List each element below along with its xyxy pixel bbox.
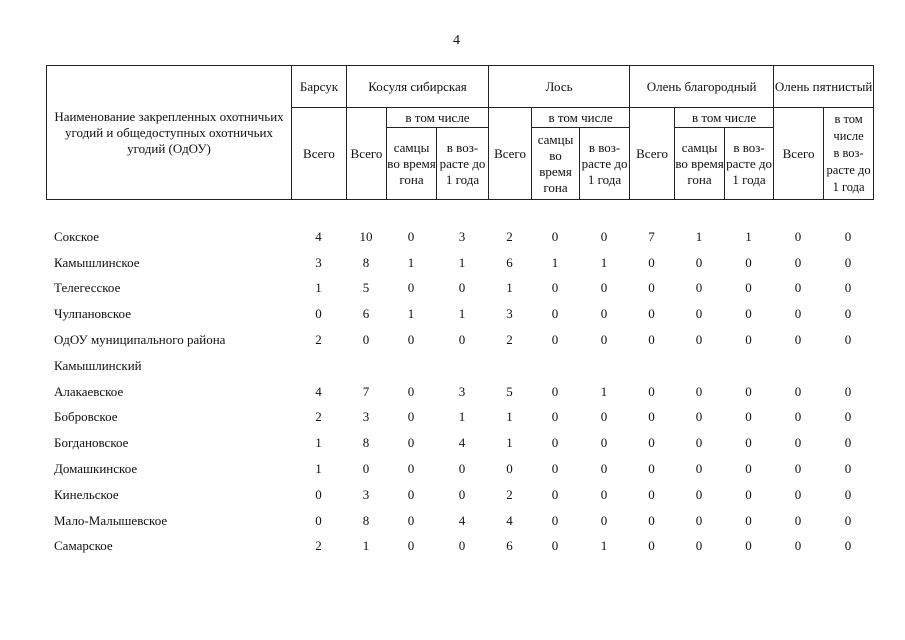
cell-value: 8 [362,435,370,451]
header-olen-pyat-v-tom-chisle [824,108,874,200]
cell-value: 0 [407,228,415,244]
cell-value: 1 [315,461,322,477]
cell-value: 0 [695,461,703,477]
row-name: Чулпановское [54,306,131,322]
page-number: 4 [453,33,460,48]
cell-value: 0 [600,280,608,296]
row-name: Телегесское [54,280,121,296]
cell-value: 0 [600,409,608,425]
cell-value: 0 [648,332,655,348]
cell-value: 0 [551,461,559,477]
cell-value: 2 [506,332,513,348]
cell-value: 0 [745,409,752,425]
header-kosulya-vozrast: в воз-расте до 1 года [437,128,489,200]
cell-value: 0 [315,486,322,502]
cell-value: 1 [695,228,703,244]
cell-value: 0 [745,383,752,399]
cell-value: 0 [648,435,655,451]
cell-value: 0 [458,538,466,554]
header-los: Лось [489,66,630,108]
cell-value: 0 [362,461,370,477]
header-los-samtsy: самцы во время гона [532,128,580,200]
cell-value: 0 [551,486,559,502]
cell-value: 0 [844,512,852,528]
cell-value: 0 [794,435,802,451]
cell-value: 0 [794,486,802,502]
cell-value: 0 [407,409,415,425]
cell-value [674,353,724,379]
table-row [46,353,873,379]
cell-value: 0 [844,254,852,270]
cell-value: 3 [315,254,322,270]
cell-value: 1 [407,254,415,270]
row-name: Камышлинское [54,254,140,270]
cell-value: 0 [745,486,752,502]
header-los-v-tom-chisle: в том числе [532,108,630,128]
cell-value: 2 [506,228,513,244]
cell-value [346,353,386,379]
cell-value: 0 [844,280,852,296]
header-olen-pyat-vozrast: в воз-расте до 1 года [826,146,871,194]
table-row [46,534,873,560]
cell-value: 1 [506,280,513,296]
header-kosulya-vsego: Всего [347,108,387,200]
cell-value: 0 [600,435,608,451]
cell-value: 3 [362,486,370,502]
row-name: Сокское [54,228,100,244]
cell-value: 0 [648,254,655,270]
table-row [46,508,873,534]
cell-value: 0 [551,306,559,322]
cell-value: 4 [458,512,466,528]
cell-value [436,353,488,379]
cell-value: 4 [506,512,513,528]
cell-value: 0 [551,538,559,554]
cell-value: 0 [844,486,852,502]
cell-value: 1 [315,435,322,451]
cell-value: 1 [458,306,466,322]
cell-value: 0 [695,280,703,296]
cell-value: 0 [745,461,752,477]
cell-value: 0 [551,435,559,451]
cell-value: 0 [844,332,852,348]
cell-value: 0 [648,461,655,477]
cell-value: 3 [458,383,466,399]
header-olen-bl-vozrast: в воз-расте до 1 года [725,128,774,200]
cell-value: 0 [794,332,802,348]
cell-value: 0 [745,538,752,554]
cell-value: 5 [506,383,513,399]
header-kosulya-samtsy: самцы во время гона [387,128,437,200]
header-kosulya: Косуля сибирская [347,66,489,108]
cell-value: 0 [600,486,608,502]
cell-value: 0 [648,409,655,425]
header-olen-blagorodny: Олень благородный [630,66,774,108]
table-row [46,482,873,508]
cell-value: 0 [745,332,752,348]
cell-value: 0 [794,306,802,322]
table-header [46,65,874,200]
cell-value [629,353,674,379]
cell-value: 1 [600,383,608,399]
cell-value [386,353,436,379]
cell-value: 0 [794,409,802,425]
cell-value [823,353,873,379]
cell-value: 0 [794,254,802,270]
cell-value: 0 [695,409,703,425]
cell-value: 0 [745,435,752,451]
cell-value: 0 [745,280,752,296]
cell-value: 0 [695,538,703,554]
cell-value: 0 [844,461,852,477]
cell-value: 0 [695,383,703,399]
cell-value: 2 [506,486,513,502]
cell-value: 0 [844,306,852,322]
cell-value: 2 [315,332,322,348]
header-los-vsego: Всего [489,108,532,200]
cell-value: 1 [458,409,466,425]
header-name-column: Наименование закрепленных охотничьих угодий и общедоступных охотничьих угодий (ОдОУ) [47,66,292,200]
cell-value: 0 [551,228,559,244]
header-barsuk: Барсук [292,66,347,108]
cell-value: 0 [695,306,703,322]
cell-value: 0 [745,306,752,322]
cell-value: 0 [844,228,852,244]
cell-value: 0 [407,512,415,528]
cell-value: 0 [695,254,703,270]
cell-value: 0 [551,512,559,528]
cell-value [291,353,346,379]
cell-value: 2 [315,409,322,425]
table-row [46,456,873,482]
cell-value: 0 [844,383,852,399]
cell-value: 3 [362,409,370,425]
cell-value: 0 [794,512,802,528]
cell-value: 0 [794,461,802,477]
cell-value: 0 [794,228,802,244]
cell-value: 0 [315,512,322,528]
cell-value: 6 [506,538,513,554]
cell-value: 2 [315,538,322,554]
cell-value: 4 [315,228,322,244]
cell-value: 0 [407,280,415,296]
cell-value: 7 [362,383,370,399]
header-kosulya-v-tom-chisle: в том числе [387,108,489,128]
cell-value: 4 [458,435,466,451]
table-body [46,224,873,559]
row-name: Бобровское [54,409,118,425]
cell-value: 0 [844,538,852,554]
cell-value: 7 [648,228,655,244]
cell-value: 3 [506,306,513,322]
cell-value: 1 [315,280,322,296]
cell-value: 1 [506,435,513,451]
header-olen-pyatnisty: Олень пятнистый [774,66,874,108]
cell-value: 0 [794,538,802,554]
header-olen-pyat-v-tom-chisle-text: в том числе [833,112,864,143]
cell-value: 1 [362,538,370,554]
cell-value: 0 [648,383,655,399]
cell-value: 8 [362,512,370,528]
cell-value: 0 [600,332,608,348]
row-name: Камышлинский [54,357,142,373]
cell-value: 0 [794,280,802,296]
cell-value: 1 [458,254,466,270]
cell-value: 0 [551,383,559,399]
cell-value [773,353,823,379]
cell-value: 0 [648,512,655,528]
row-name: Мало-Малышевское [54,512,168,528]
cell-value: 1 [551,254,559,270]
row-name: Домашкинское [54,461,138,477]
cell-value: 0 [648,280,655,296]
cell-value: 1 [600,538,608,554]
header-barsuk-vsego: Всего [292,108,347,200]
cell-value: 0 [407,461,415,477]
cell-value: 0 [551,409,559,425]
row-name: Кинельское [54,486,119,502]
table-row [46,250,873,276]
cell-value: 8 [362,254,370,270]
table-row [46,430,873,456]
cell-value: 0 [362,332,370,348]
cell-value: 0 [407,332,415,348]
cell-value [579,353,629,379]
table-row [46,379,873,405]
cell-value: 6 [362,306,370,322]
header-olen-bl-vsego: Всего [630,108,675,200]
cell-value: 4 [315,383,322,399]
cell-value: 0 [315,306,322,322]
cell-value: 0 [600,461,608,477]
cell-value: 1 [600,254,608,270]
cell-value: 0 [551,332,559,348]
cell-value: 0 [648,306,655,322]
header-olen-bl-v-tom-chisle: в том числе [675,108,774,128]
row-name: Самарское [54,538,113,554]
table-row [46,327,873,353]
cell-value: 0 [407,486,415,502]
row-name: Алакаевское [54,383,124,399]
table-row [46,224,873,250]
cell-value: 6 [506,254,513,270]
cell-value [724,353,773,379]
cell-value: 0 [648,538,655,554]
header-olen-bl-samtsy: самцы во время гона [675,128,725,200]
cell-value: 0 [407,383,415,399]
cell-value: 0 [506,461,513,477]
cell-value: 0 [600,228,608,244]
row-name: ОдОУ муниципального района [54,332,226,348]
cell-value: 0 [407,435,415,451]
cell-value: 0 [551,280,559,296]
header-los-vozrast: в воз-расте до 1 года [580,128,630,200]
cell-value: 1 [745,228,752,244]
cell-value: 0 [458,332,466,348]
cell-value [488,353,531,379]
cell-value: 0 [695,512,703,528]
cell-value: 0 [458,461,466,477]
cell-value: 0 [745,512,752,528]
cell-value: 3 [458,228,466,244]
table-row [46,405,873,431]
cell-value: 1 [506,409,513,425]
cell-value: 0 [695,332,703,348]
row-name: Богдановское [54,435,129,451]
cell-value: 10 [359,228,373,244]
cell-value: 0 [844,435,852,451]
cell-value: 0 [407,538,415,554]
cell-value: 0 [745,254,752,270]
cell-value: 0 [844,409,852,425]
cell-value: 0 [695,486,703,502]
cell-value: 1 [407,306,415,322]
cell-value [531,353,579,379]
cell-value: 0 [648,486,655,502]
cell-value: 0 [600,306,608,322]
cell-value: 0 [458,486,466,502]
cell-value: 0 [600,512,608,528]
table-row [46,301,873,327]
header-olen-pyat-vsego: Всего [774,108,824,200]
cell-value: 0 [794,383,802,399]
cell-value: 0 [458,280,466,296]
cell-value: 5 [362,280,370,296]
cell-value: 0 [695,435,703,451]
table-row [46,276,873,302]
